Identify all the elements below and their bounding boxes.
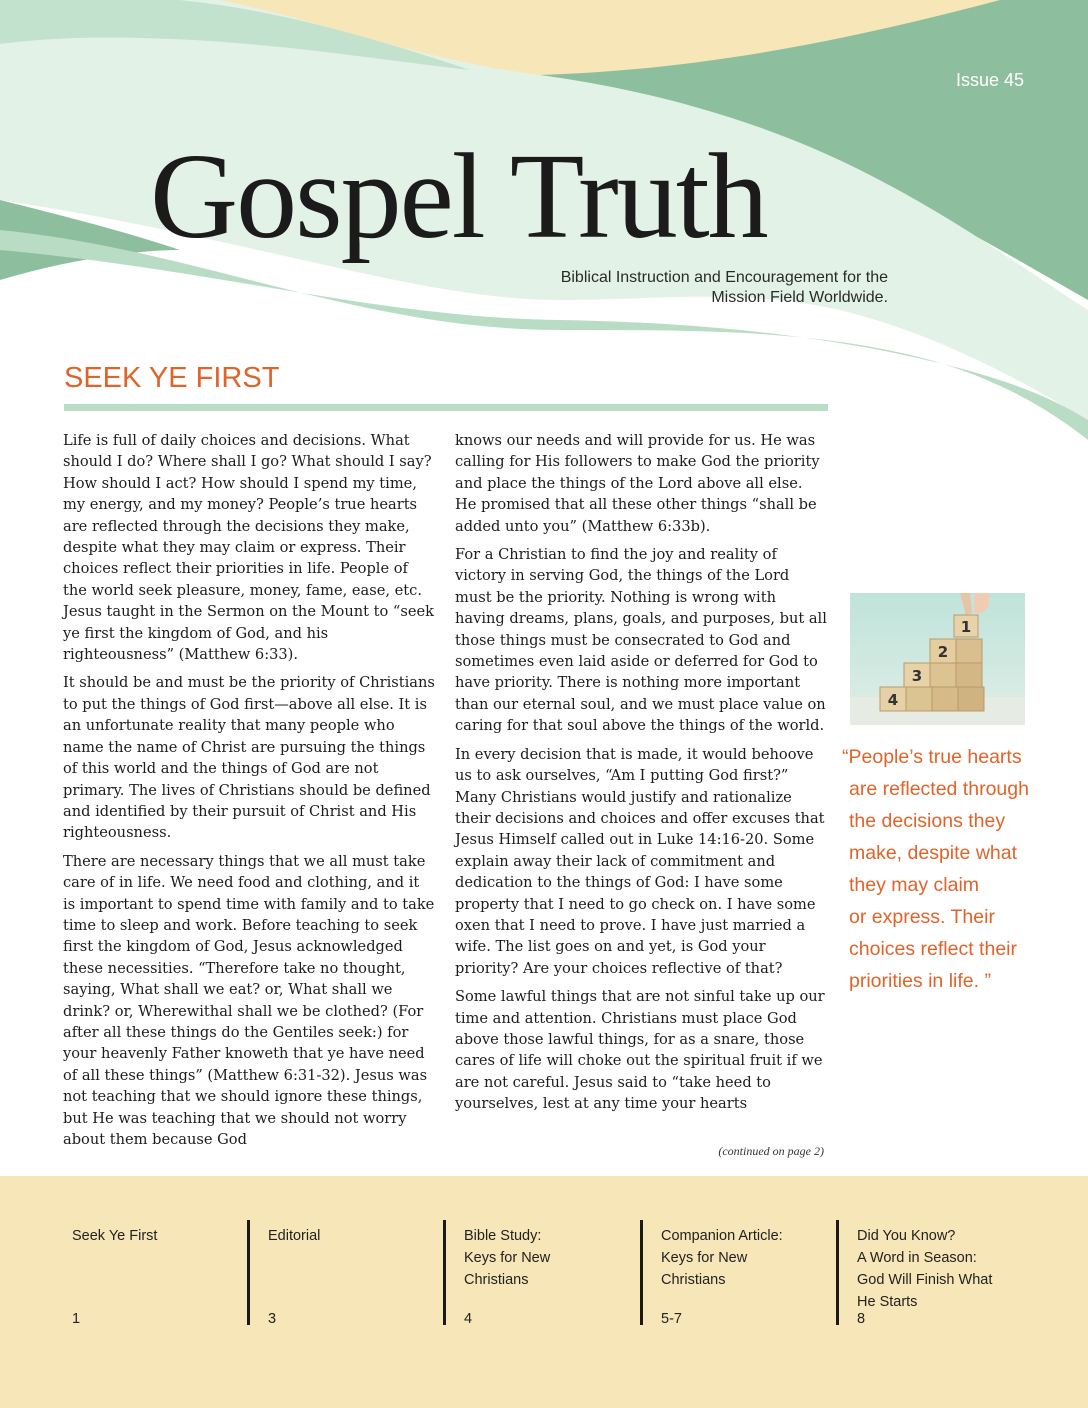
pull-quote xyxy=(842,741,1052,997)
paragraph: knows our needs and will provide for us. He was calling for His followers to make God the priority and place the things of the Lord above all else. He promised that all these other things “shall be added unto you” (Matthew 6:33b). xyxy=(455,432,820,535)
toc-item-companion-article[interactable] xyxy=(661,1225,821,1291)
toc-item-did-you-know[interactable] xyxy=(857,1225,1047,1313)
pull-quote-line: the decisions they xyxy=(849,810,1006,832)
block-label: 1 xyxy=(960,618,972,636)
pull-quote-line: make, despite what xyxy=(849,842,1018,864)
paragraph: It should be and must be the priority of Christians to put the things of God first—above all else. It is an unfortunate reality that many people who name the name of Christ are pursuing the things of this world and the things of God are not primary. The lives of Christians should be defined and identified by their pursuit of Christ and His righteousness. xyxy=(63,674,435,842)
pull-quote-line: or express. Their xyxy=(849,906,995,928)
pull-quote-line: choices reflect their xyxy=(849,938,1017,960)
tagline-line: Mission Field Worldwide. xyxy=(711,289,888,306)
toc-item-title: Keys for New xyxy=(661,1250,748,1266)
paragraph: Some lawful things that are not sinful take up our time and attention. Christians must place God above those lawful things, for as a snare, those cares of life will choke out the spiritual fruit if we are not careful. Jesus said to “take heed to yourselves, lest at any time your hearts xyxy=(455,988,825,1113)
toc-divider xyxy=(443,1220,446,1325)
toc-item-title: Seek Ye First xyxy=(72,1228,158,1244)
toc-item-title: Bible Study: xyxy=(464,1228,542,1244)
toc-item-title: Companion Article: xyxy=(661,1228,783,1244)
tagline xyxy=(561,268,888,308)
toc-item-title: A Word in Season: xyxy=(857,1250,977,1266)
paragraph: For a Christian to find the joy and reality of victory in serving God, the things of the Lord must be the priority. Nothing is wrong with having dreams, plans, goals, and purposes, but all those things must be consecrated to God and sometimes even laid aside or deferred for God to have priority. There is nothing more important than our eternal soul, and we must place value on caring for that soul above the things of the world. xyxy=(455,546,827,735)
block-label: 3 xyxy=(911,667,923,685)
toc-item-title: God Will Finish What xyxy=(857,1272,993,1288)
toc-item-title: Editorial xyxy=(268,1228,321,1244)
title-rule xyxy=(64,404,828,411)
block-label: 2 xyxy=(937,643,949,661)
toc-item-title: Christians xyxy=(661,1272,726,1288)
toc-divider xyxy=(640,1220,643,1325)
toc-page-number: 3 xyxy=(268,1311,277,1327)
toc-divider xyxy=(836,1220,839,1325)
article-column-left xyxy=(63,430,435,1157)
pull-quote-line: are reflected through xyxy=(849,778,1029,800)
tagline-line: Biblical Instruction and Encouragement for the xyxy=(560,269,888,286)
pull-quote-line: “People’s true hearts xyxy=(842,746,1022,768)
paragraph: In every decision that is made, it would behoove us to ask ourselves, “Am I putting God first?” Many Christians would justify and rationalize their decisions and choices and offer excuses that Jesus Himself called out in Luke 14:16-20. Some explain away their lack of commitment and dedication to the things of God: I have some property that I need to go check on. I have some oxen that I need to prove. I have just married a wife. The list goes on and yet, is God your priority? Are your choices reflective of that? xyxy=(455,745,825,977)
paragraph: There are necessary things that we all must take care of in life. We need food and clothing, and it is important to spend time with family and to take time to sleep and work. Before teaching to seek first the kingdom of God, Jesus acknowledged these necessities. “Therefore take no thought, saying, What shall we eat? or, What shall we drink? or, Wherewithal shall we be clothed? (For after all these things do the Gentiles seek:) for your heavenly Father knoweth that ye have need of all these things” (Matthew 6:31-32). Jesus was not teaching that we should ignore these things, but He was teaching that we should not worry about them because God xyxy=(63,852,435,1148)
pull-quote-line: priorities in life. ” xyxy=(849,970,991,992)
article-column-middle xyxy=(455,430,827,1122)
toc-item-title: Keys for New xyxy=(464,1250,551,1266)
toc-item-editorial[interactable] xyxy=(268,1225,428,1247)
toc-page-number: 5-7 xyxy=(661,1311,682,1327)
toc-item-title: Christians xyxy=(464,1272,529,1288)
toc-page-number: 4 xyxy=(464,1311,473,1327)
toc-divider xyxy=(247,1220,250,1325)
block-label: 4 xyxy=(887,691,899,709)
toc-page-number: 1 xyxy=(72,1311,81,1327)
paragraph: Life is full of daily choices and decisions. What should I do? Where shall I go? What should I say? How should I act? How should I spend my time, my energy, and my money? People’s true hearts are reflected through the decisions they make, despite what they may claim or express. Their choices reflect their priorities in life. People of the world seek pleasure, money, fame, ease, etc. Jesus taught in the Sermon on the Mount to “seek ye first the kingdom of God, and his righteousness” (Matthew 6:33). xyxy=(63,432,434,664)
article-title: SEEK YE FIRST xyxy=(64,362,280,394)
issue-number: Issue 45 xyxy=(955,70,1024,90)
continued-note: (continued on page 2) xyxy=(718,1144,824,1158)
toc-item-title: He Starts xyxy=(857,1294,918,1310)
masthead-title: Gospel Truth xyxy=(150,129,767,264)
toc-item-seek-ye-first[interactable] xyxy=(72,1225,232,1247)
pull-quote-line: they may claim xyxy=(849,874,980,896)
toc-page-number: 8 xyxy=(857,1311,866,1327)
toc-item-title: Did You Know? xyxy=(857,1228,956,1244)
toc-item-bible-study[interactable] xyxy=(464,1225,624,1291)
numbered-blocks-photo xyxy=(850,593,1025,725)
